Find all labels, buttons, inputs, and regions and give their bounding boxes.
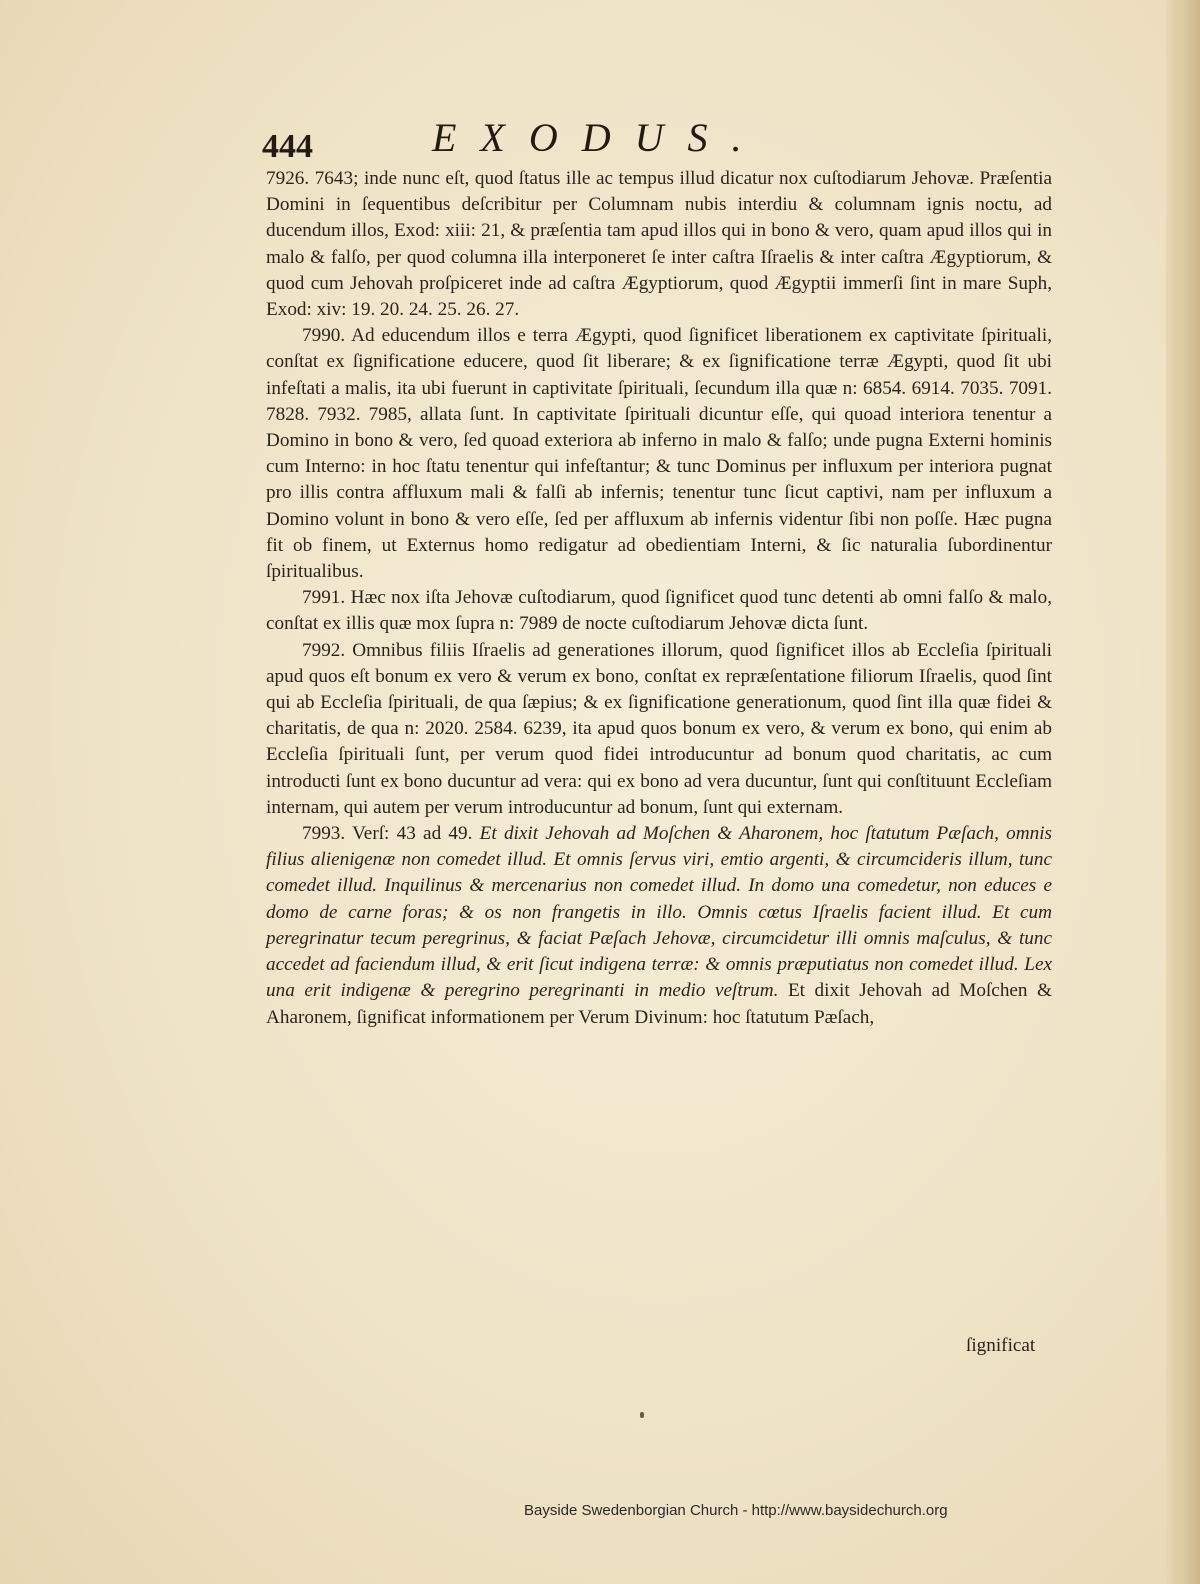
ink-speck (640, 1412, 644, 1418)
text-block (266, 166, 1052, 1031)
paragraph-7993-commentary: Et dixit Jehovah ad Moſchen & Aharonem, ſignificat informationem per Verum Divinum: hoc ſtatutum Pæſach, (266, 980, 1052, 1028)
paragraph-7991: 7991. Hæc nox iſta Jehovæ cuſtodiarum, quod ſignificet quod tunc detenti ab omni falſo & malo, conſtat ex illis quæ mox ſupra n: 7989 de nocte cuſtodiarum Jehovæ dicta ſunt. (266, 587, 1052, 635)
paragraph-7993-lead: 7993. Verſ: 43 ad 49. (302, 823, 480, 845)
catchword: ſignificat (966, 1335, 1036, 1356)
paragraph-continuation: 7926. 7643; inde nunc eſt, quod ſtatus ille ac tempus illud dicatur nox cuſtodiarum Jehovæ. Præſentia Domini in ſequentibus deſcribitur per Columnam nubis interdiu & columnam ignis noctu, ad ducendum illos, Exod: xiii: 21, & præſentia tam apud illos qui in bono & vero, quam apud illos qui in malo & falſo, per quod columna illa interponeret ſe inter caſtra Iſraelis & inter caſtra Ægyptiorum, & quod cum Jehovah proſpiceret inde ad caſtra Ægyptiorum, quod Ægyptii immerſi ſint in mare Suph, Exod: xiv: 19. 20. 24. 25. 26. 27. (266, 168, 1052, 321)
page-number: 444 (262, 128, 313, 165)
paragraph-7990: 7990. Ad educendum illos e terra Ægypti, quod ſignificet liberationem ex captivitate ſpirituali, conſtat ex ſignificatione educere, quod ſit liberare; & ex ſignificatione terræ Ægypti, quod ſit ubi infeſtati a malis, ita ubi fuerunt in captivitate ſpirituali, ſecundum illa quæ n: 6854. 6914. 7035. 7091. 7828. 7932. 7985, allata ſunt. In captivitate ſpirituali dicuntur eſſe, qui quoad interiora tenentur a Domino in bono & vero, ſed quoad exteriora ab inferno in malo & falſo; unde pugna Externi hominis cum Interno: in hoc ſtatu tenentur qui infeſtantur; & tunc Dominus per influxum per interiora pugnat pro illis contra affluxum mali & falſi ab infernis; tenentur tunc ſicut captivi, nam per influxum a Domino volunt in bono & vero eſſe, ſed per affluxum ab infernis videntur ſibi non poſſe. Hæc pugna fit ob finem, ut Externus homo redigatur ad obedientiam Interni, & ſic naturalia ſubordinentur ſpiritualibus. (266, 325, 1052, 583)
footer-watermark: Bayside Swedenborgian Church - http://www.baysidechurch.org (524, 1502, 948, 1519)
paragraph-7992: 7992. Omnibus filiis Iſraelis ad generationes illorum, quod ſignificet illos ab Eccleſia ſpirituali apud quos eſt bonum ex vero & verum ex bono, conſtat ex repræſentatione filiorum Iſraelis, quod ſint qui ab Eccleſia ſpirituali, de qua ſæpius; & ex ſignificatione generationum, quod ſint illa quæ fidei & charitatis, de qua n: 2020. 2584. 6239, ita apud quos bonum ex vero, & verum ex bono, qui enim ab Eccleſia ſpirituali ſunt, per verum quod fidei introducuntur ad bonum quod charitatis, ac cum introducti ſunt ex bono ducuntur ad vera: qui ex bono ad vera ducuntur, ſunt qui conſtituunt Eccleſiam internam, qui autem per verum introducuntur ad bonum, ſunt qui externam. (266, 639, 1052, 818)
running-head: EXODUS. (432, 115, 766, 160)
paragraph-7993-quotation: Et dixit Jehovah ad Moſchen & Aharonem, hoc ſtatutum Pæſach, omnis filius alienigenæ non comedet illud. Et omnis ſervus viri, emtio argenti, & circumcideris illum, tunc comedet illud. Inquilinus & mercenarius non comedet illud. In domo una comedetur, non educes e domo de carne foras; & os non frangetis in illo. Omnis cœtus Iſraelis facient illud. Et cum peregrinatur tecum peregrinus, & faciat Pæſach Jehovæ, circumcidetur illi omnis maſculus, & tunc accedet ad faciendum illud, & erit ſicut indigena terræ: & omnis præputiatus non comedet illud. Lex una erit indigenæ & peregrino peregrinanti in medio veſtrum. (266, 823, 1052, 1002)
page-edge-shadow (1166, 0, 1200, 1584)
paragraph-7993 (266, 821, 1052, 1031)
